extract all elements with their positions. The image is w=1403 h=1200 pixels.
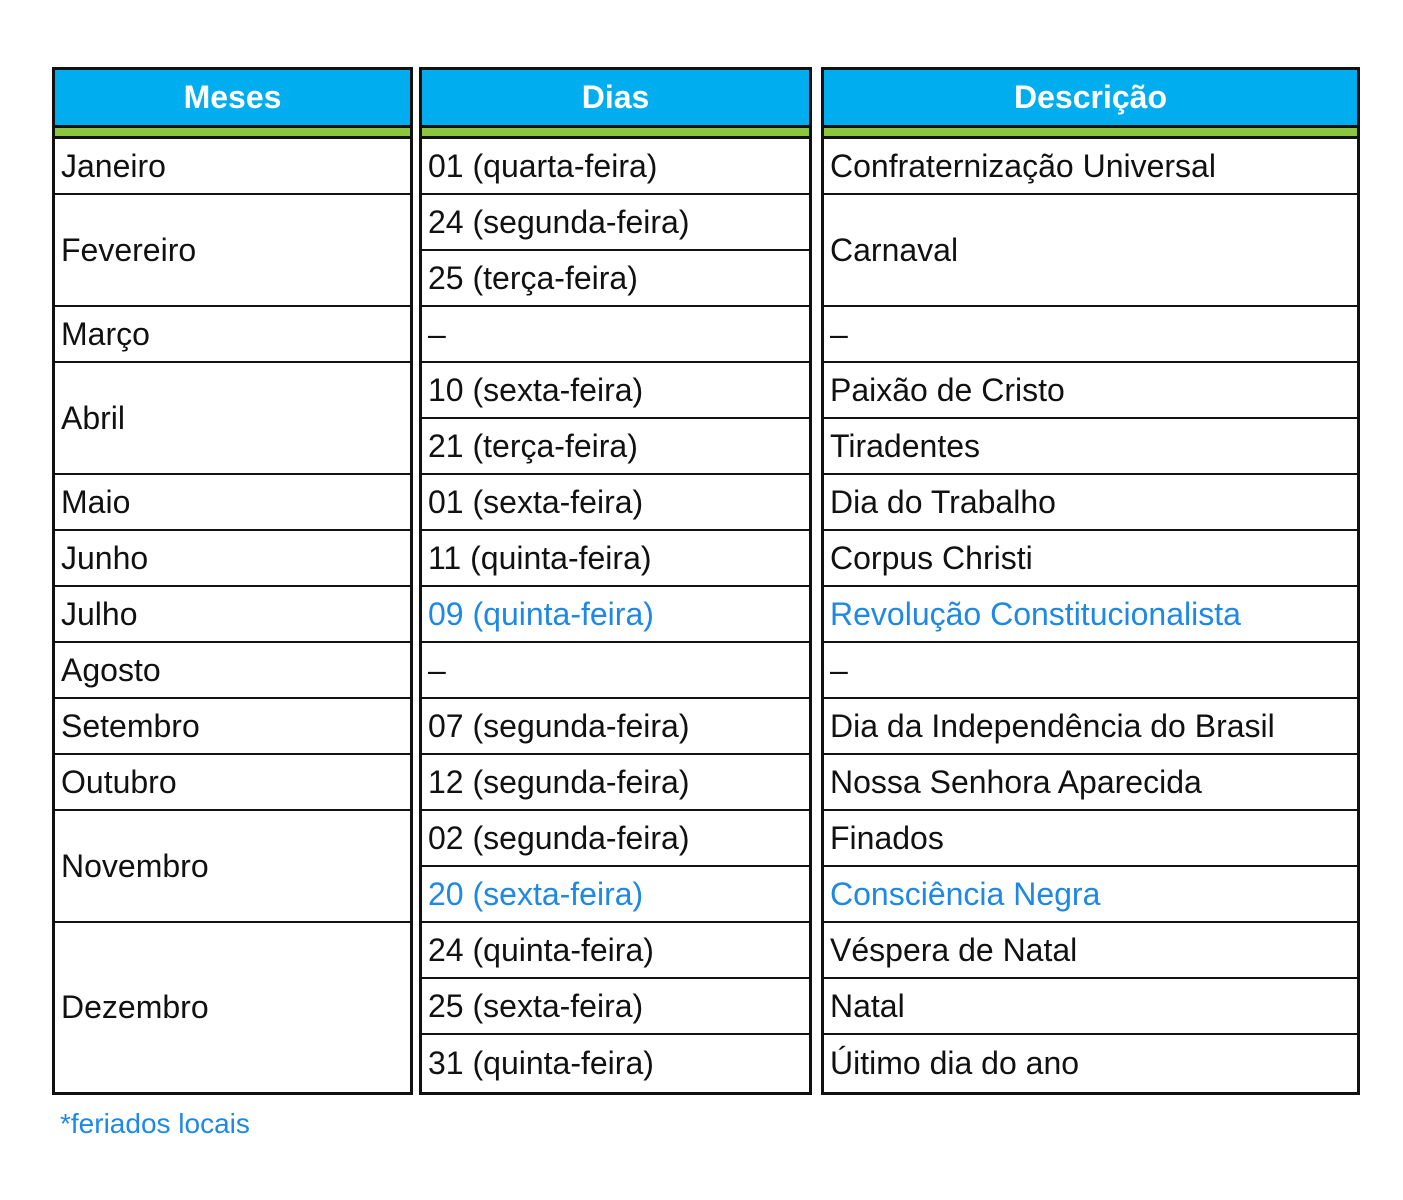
header-accent-bar (422, 128, 809, 139)
header-accent-bar (824, 128, 1357, 139)
day-cell: 01 (sexta-feira) (422, 475, 809, 531)
month-cell: Abril (55, 363, 410, 475)
day-cell: 24 (quinta-feira) (422, 923, 809, 979)
day-cell: 01 (quarta-feira) (422, 139, 809, 195)
days-column (419, 67, 812, 1095)
day-cell: – (422, 307, 809, 363)
description-cell: Paixão de Cristo (824, 363, 1357, 419)
day-cell-local-holiday: 09 (quinta-feira) (422, 587, 809, 643)
days-header: Dias (422, 70, 809, 128)
description-cell: Úitimo dia do ano (830, 1044, 1080, 1081)
month-cell: Janeiro (55, 139, 410, 195)
month-cell: Dezembro (61, 988, 209, 1025)
description-cell: – (824, 643, 1357, 699)
description-cell: Carnaval (824, 195, 1357, 307)
description-cell: – (824, 307, 1357, 363)
description-cell: Dia da Independência do Brasil (824, 699, 1357, 755)
day-cell: 10 (sexta-feira) (422, 363, 809, 419)
day-cell: 31 (quinta-feira) (428, 1044, 654, 1081)
description-cell: Natal (824, 979, 1357, 1035)
day-cell: 07 (segunda-feira) (422, 699, 809, 755)
month-cell: Outubro (55, 755, 410, 811)
description-cell: Confraternização Universal (824, 139, 1357, 195)
month-cell: Junho (55, 531, 410, 587)
day-cell: 12 (segunda-feira) (422, 755, 809, 811)
month-cell: Março (55, 307, 410, 363)
description-cell-local-holiday: Consciência Negra (824, 867, 1357, 923)
month-cell: Agosto (55, 643, 410, 699)
months-column (52, 67, 413, 1095)
description-cell: Finados (824, 811, 1357, 867)
months-header: Meses (55, 70, 410, 128)
description-cell: Véspera de Natal (824, 923, 1357, 979)
description-cell: Nossa Senhora Aparecida (824, 755, 1357, 811)
month-cell: Maio (55, 475, 410, 531)
description-cell: Tiradentes (824, 419, 1357, 475)
description-header: Descrição (824, 70, 1357, 128)
day-cell: 24 (segunda-feira) (422, 195, 809, 251)
day-cell: – (422, 643, 809, 699)
description-column (821, 67, 1360, 1095)
day-cell: 21 (terça-feira) (422, 419, 809, 475)
day-cell: 25 (sexta-feira) (422, 979, 809, 1035)
day-cell: 25 (terça-feira) (422, 251, 809, 307)
description-cell: Dia do Trabalho (824, 475, 1357, 531)
month-cell: Fevereiro (55, 195, 410, 307)
month-cell: Julho (55, 587, 410, 643)
footnote-local-holidays: *feriados locais (60, 1108, 250, 1139)
day-cell: 02 (segunda-feira) (422, 811, 809, 867)
description-cell: Corpus Christi (824, 531, 1357, 587)
day-cell: 11 (quinta-feira) (422, 531, 809, 587)
day-cell-local-holiday: 20 (sexta-feira) (422, 867, 809, 923)
description-cell-local-holiday: Revolução Constitucionalista (824, 587, 1357, 643)
month-cell: Novembro (55, 811, 410, 923)
month-cell: Setembro (55, 699, 410, 755)
header-accent-bar (55, 128, 410, 139)
